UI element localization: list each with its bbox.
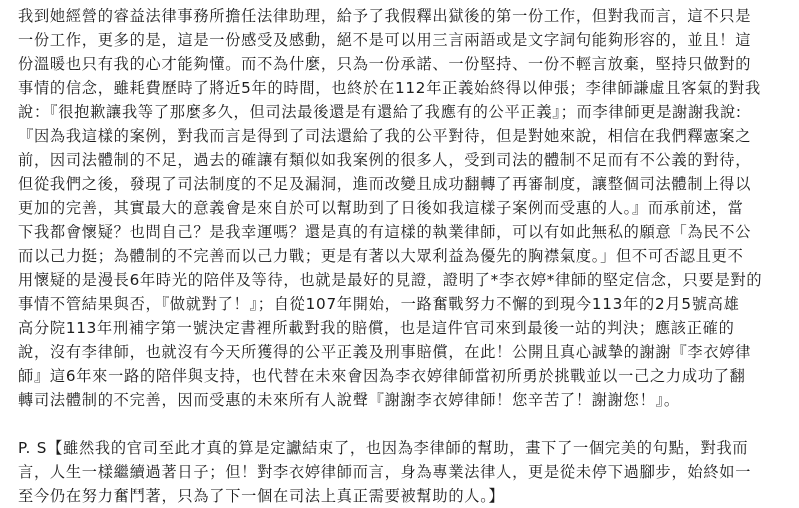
paragraph-line: 用懷疑的是漫長6年時光的陪伴及等待，也就是最好的見證，證明了*李衣婷*律師的堅定信念，只要是對的 [18,271,763,289]
ps-line: 言，人生一樣繼續過著日子；但！對李衣婷律師而言，身為專業法律人，更是從未停下過腳步，始終如一 [18,463,752,481]
paragraph-line: 說：『很抱歉讓我等了那麼多久，但司法最後還是有還給了我應有的公平正義』；而李律師更是謝謝我說: [18,103,742,121]
paragraph-line: 一份工作，更多的是，這是一份感受及感動，絕不是可以用三言兩語或是文字詞句能夠形容的，並且！這 [18,31,752,49]
paragraph-line: 更加的完善，其實最大的意義會是來自於可以幫助到了日後如我這樣子案例而受惠的人。』而承前述，當 [18,199,744,217]
paragraph-line: 我到她經營的睿益法律事務所擔任法律助理，給予了我假釋出獄後的第一份工作，但對我而言，這不只是 [18,7,752,25]
paragraph-line: 前，因司法體制的不足，過去的確讓有類似如我案例的很多人，受到司法的體制不足而有不公義的對待， [18,151,752,169]
paragraph-line: 下我都會懷疑？也問自己？是我幸運嗎？還是真的有這樣的執業律師，可以有如此無私的願意「為民不公 [18,223,752,241]
paragraph-line: 師』這6年來一路的陪伴與支持，也代替在未來會因為李衣婷律師當初所勇於挑戰並以一己之力成功了翻 [18,367,746,385]
ps-line: P. S【雖然我的官司至此才真的算是定讞結束了，也因為李律師的幫助，畫下了一個完美的句點，對我而 [18,439,749,457]
paragraph-gap [18,412,777,436]
paragraph-line: 但從我們之後，發現了司法制度的不足及漏洞，進而改變且成功翻轉了再審制度，讓整個司法體制上得以 [18,175,752,193]
paragraph-line: 『因為我這樣的案例，對我而言是得到了司法還給了我的公平對待，但是對她來說，相信在我們釋憲案之 [18,127,752,145]
ps-paragraph [18,436,777,508]
paragraph-line: 事情的信念，雖耗費歷時了將近5年的時間，也終於在112年正義始終得以伸張；李律師謙虛且客氣的對我 [18,79,761,97]
paragraph-line: 份溫暖也只有我的心才能夠懂。而不為什麼，只為一份承諾、一份堅持、一份不輕言放棄，堅持只做對的 [18,55,752,73]
paragraph-line: 事情不管結果與否，『做就對了！』；自從107年開始，一路奮戰努力不懈的到現今113年的2月5號高雄 [18,295,740,313]
paragraph-line: 說，沒有李律師，也就沒有今天所獲得的公平正義及刑事賠償，在此！公開且真心誠摯的謝謝『李衣婷律 [18,343,752,361]
main-paragraph [18,4,777,412]
paragraph-line: 高分院113年刑補字第一號決定書裡所載對我的賠償，也是這件官司來到最後一站的判決；應該正確的 [18,319,735,337]
paragraph-line: 轉司法體制的不完善，因而受惠的未來所有人說聲『謝謝李衣婷律師！您辛苦了！謝謝您！』。 [18,391,680,409]
paragraph-line: 而以己力挺；為體制的不完善而以己力戰；更是有著以大眾利益為優先的胸襟氣度。」但不可否認且更不 [18,247,744,265]
ps-line: 至今仍在努力奮鬥著，只為了下一個在司法上真正需要被幫助的人。】 [18,487,505,505]
